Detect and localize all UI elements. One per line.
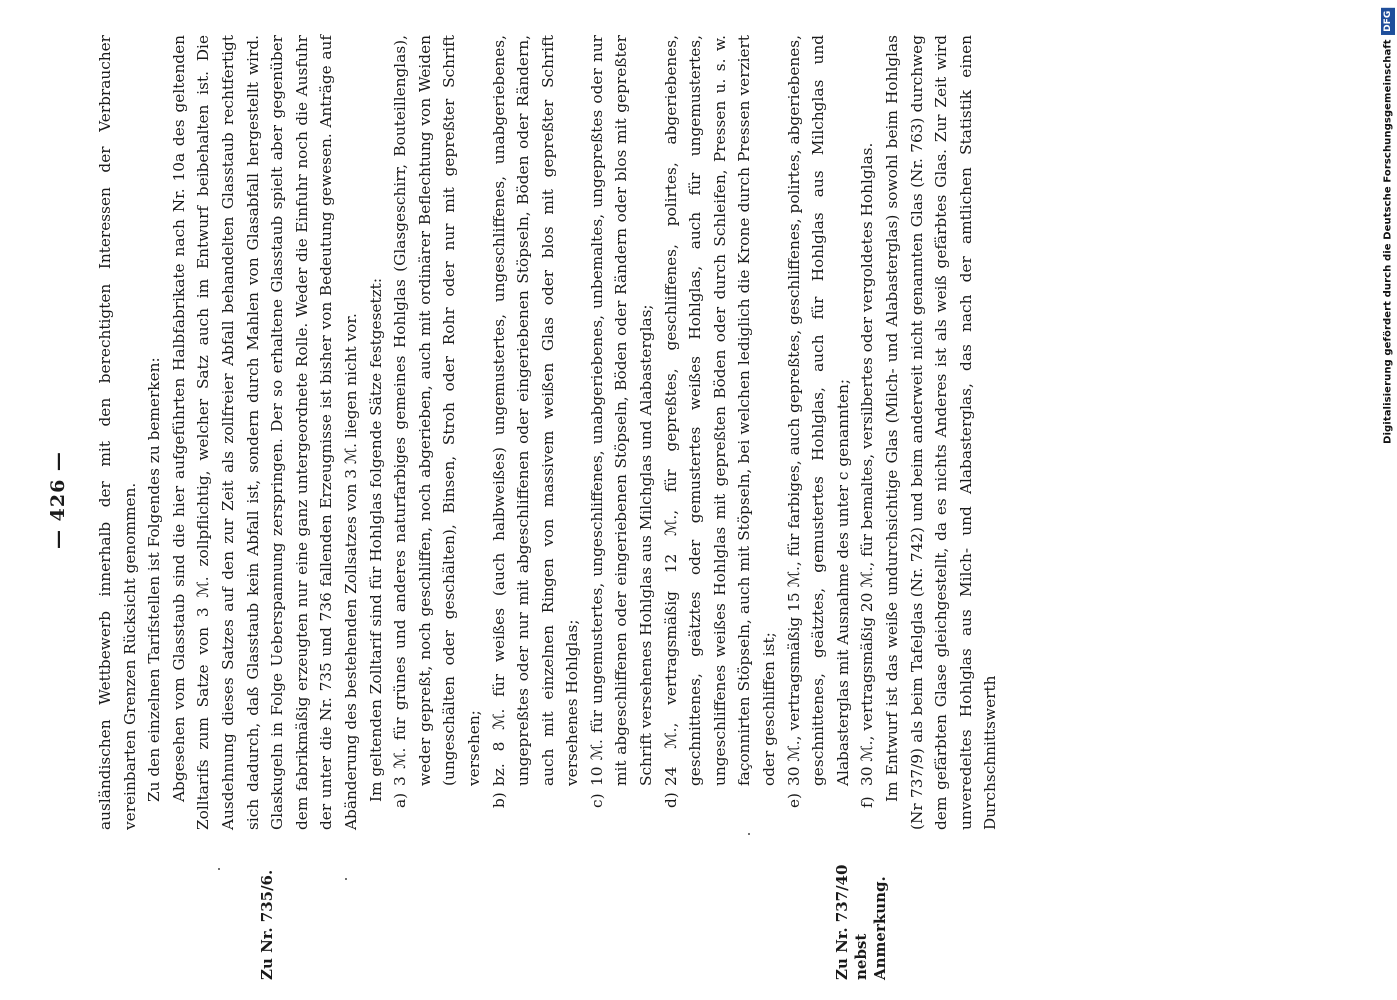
- item-label: b): [489, 792, 508, 808]
- scan-speck: [748, 833, 750, 835]
- main-text: [93, 35, 1003, 830]
- scan-speck: [218, 868, 220, 870]
- digitization-credit: [1381, 8, 1395, 444]
- paragraph-735: Abgesehen vom Glasstaub sind die hier aufgeführten Halbfabrikate nach Nr. 10a des geltenden Zolltarifs zum Satze von 3 ℳ. zollpflichtig, welcher Satz auch im Entwurf beibehalten ist. Die Ausdehnung dieses Satzes auf den zur Zeit als zollfreier Abfall behandelten Glasstaub rechtfertigt sich dadurch, daß Glasstaub kein Abfall ist, sondern durch Mahlen von Glasabfall hergestellt wird. Glaskugeln in Folge Ueberspannung zerspringen. Der so erhaltene Glasstaub spielt aber gegenüber dem fabrikmäßig erzeugten nur eine ganz untergeordnete Rolle. Weder die Einfuhr noch die Ausfuhr der unter die Nr. 735 und 736 fallenden Erzeugnisse ist bisher von Bedeutung gewesen. Anträge auf Abänderung des bestehenden Zollsatzes von 3 ℳ. liegen nicht vor.: [169, 35, 360, 830]
- item-label: a): [391, 792, 410, 808]
- side-label-735: Zu Nr. 735/6.: [258, 869, 276, 980]
- paragraph-tariff-intro: Im geltenden Zolltarif sind für Hohlglas folgende Sätze festgesetzt:: [366, 278, 385, 802]
- list-item: [585, 35, 659, 830]
- credit-text: Digitalisierung gefördert durch die Deutsche Forschungsgemeinschaft: [1382, 39, 1394, 444]
- intro-paragraph: ausländischen Wettbewerb innerhalb der mit den berechtigten Interessen der Verbraucher vereinbarten Grenzen Rücksicht genommen.: [96, 35, 139, 830]
- list-item: [659, 35, 782, 830]
- tariff-list: [388, 35, 880, 830]
- item-text: 24 ℳ., vertragsmäßig 12 ℳ., für gepreßtes, geschliffenes, polirtes, abgeriebenes, geschnittenes, geätztes oder gemustertes weißes Hohlglas, auch für ungemustertes, ungeschliffenes weißes Hohlglas mit gepreßten Böden oder durch Schleifen, Pressen u. s. w. façonnirten Stöpseln, auch mit Stöpseln, bei welchen lediglich die Krone durch Pressen verziert oder geschliffen ist;: [661, 35, 779, 786]
- item-label: e): [784, 792, 803, 808]
- dfg-logo-icon: DFG: [1381, 8, 1395, 35]
- item-text: bz. 8 ℳ. für weißes (auch halbweißes) ungemustertes, ungeschliffenes, unabgeriebenes, ungepreßtes oder nur mit abgeschliffenen oder eingeriebenen Stöpseln, Böden oder Rändern, auch mit einzelnen Ringen von massivem weißen Glas oder blos mit gepreßter Schrift versehenes Hohlglas;: [489, 35, 582, 786]
- item-label: d): [661, 792, 680, 808]
- scan-speck: [345, 878, 347, 880]
- item-text: 30 ℳ., vertragsmäßig 20 ℳ., für bemaltes, versilbertes oder vergoldetes Hohlglas.: [858, 142, 877, 786]
- paragraph-heading: Zu den einzelnen Tarifstellen ist Folgendes zu bemerken:: [145, 357, 164, 802]
- list-item: [388, 35, 486, 830]
- list-item: [487, 35, 585, 830]
- item-label: f): [858, 796, 877, 808]
- side-label-737: Zu Nr. 737/40 nebst Anmerkung.: [833, 864, 889, 980]
- item-text: 10 ℳ. für ungemustertes, ungeschliffenes, unabgeriebenes, unbemaltes, ungepreßtes oder nur mit abgeschliffenen oder eingeriebenen Stöpseln, Böden oder Rändern oder blos mit gepreßter Schrift versehenes Hohlglas aus Milchglas und Alabasterglas;: [587, 35, 656, 786]
- paragraph-draft: Im Entwurf ist das weiße undurchsichtige Glas (Milch- und Alabasterglas) sowohl beim Hohlglas (Nr 737/9) als beim Tafelglas (Nr. 742) und beim anderweit nicht genannten Glas (Nr. 763) durchweg dem gefärbten Glase gleichgestellt, da es nichts Anderes ist als weiß gefärbtes Glas. Zur Zeit wird unveredeltes Hohlglas aus Milch- und Alabasterglas, das nach der amtlichen Statistik einen Durchschnittswerth: [883, 35, 1000, 830]
- list-item: [855, 35, 880, 830]
- page-number: — 426 —: [47, 451, 69, 549]
- document-page: [33, 20, 1363, 980]
- item-text: 30 ℳ., vertragsmäßig 15 ℳ., für farbiges, auch gepreßtes, geschliffenes, polirtes, abgeriebenes, geschnittenes, geätztes, gemustertes Hohlglas, auch für Hohlglas aus Milchglas und Alabasterglas mit Ausnahme des unter c genannten;: [784, 35, 852, 786]
- item-text: 3 ℳ. für grünes und anderes naturfarbiges gemeines Hohlglas (Glasgeschirr, Bouteillenglas), weder gepreßt, noch geschliffen, noch abgerieben, auch mit ordinärer Beflechtung von Weiden (ungeschälten oder geschälten), Binsen, Stroh oder Rohr oder nur mit gepreßter Schrift versehen;: [391, 35, 483, 786]
- list-item: [782, 35, 856, 830]
- item-label: c): [587, 793, 606, 808]
